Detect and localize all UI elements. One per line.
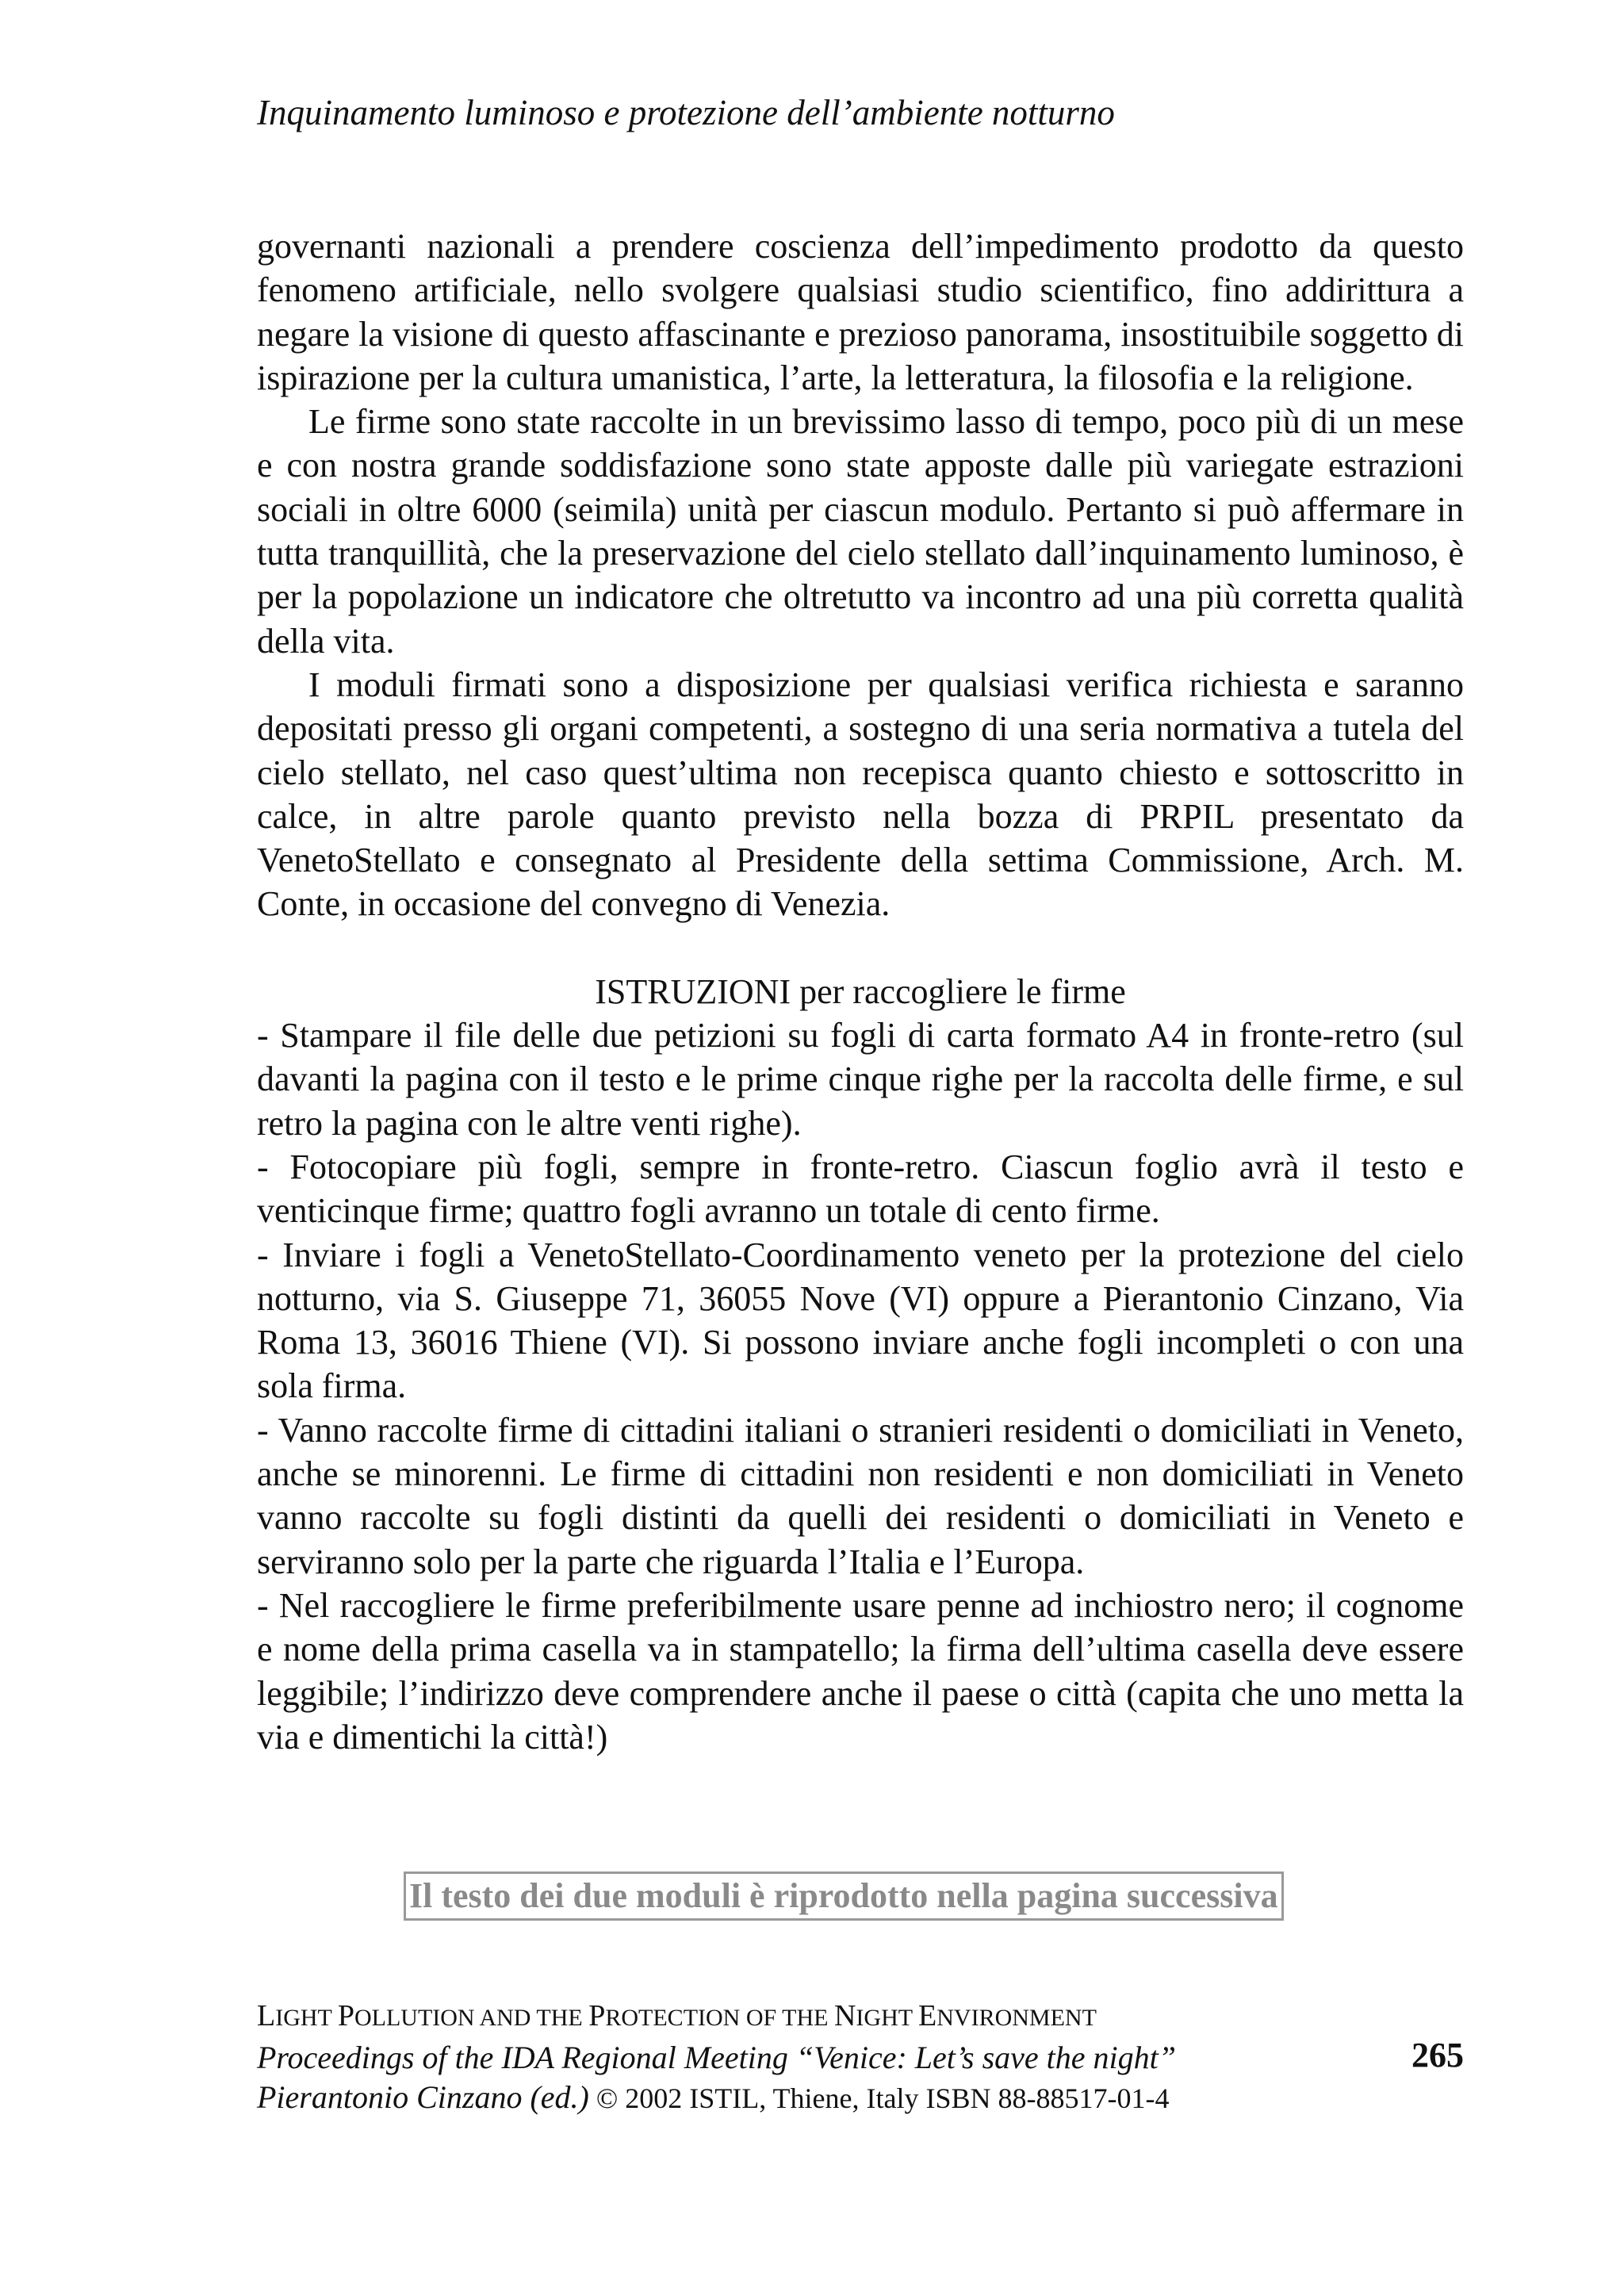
instruction-item: - Nel raccogliere le firme preferibilmente usare penne ad inchiostro nero; il cognome e nome della prima casella va in stampatello; la firma dell’ultima casella deve essere leggibile; l’indirizzo deve comprendere anche il paese o città (capita che uno metta la via e dimentichi la città!)	[257, 1585, 1464, 1757]
copyright: © 2002 ISTIL, Thiene, Italy ISBN 88-88517-01-4	[588, 2082, 1170, 2114]
instruction-item: - Fotocopiare più fogli, sempre in fronte-retro. Ciascun foglio avrà il testo e venticinque firme; quattro fogli avranno un totale di cento firme.	[257, 1147, 1464, 1231]
editor: Pierantonio Cinzano (ed.)	[257, 2079, 589, 2115]
paragraph: governanti nazionali a prendere coscienza dell’impedimento prodotto da questo fenomeno artificiale, nello svolgere qualsiasi studio scientifico, fino addirittura a negare la visione di questo affascinante e prezioso panorama, insostituibile soggetto di ispirazione per la cultura umanistica, l’arte, la letteratura, la filosofia e la religione.	[257, 227, 1464, 397]
paragraph: Le firme sono state raccolte in un brevissimo lasso di tempo, poco più di un mese e con nostra grande soddisfazione sono state apposte dalle più variegate estrazioni sociali in oltre 6000 (seimila) unità per ciascun modulo. Pertanto si può affermare in tutta tranquillità, che la preservazione del cielo stellato dall’inquinamento luminoso, è per la popolazione un indicatore che oltretutto va incontro ad una più corretta qualità della vita.	[257, 402, 1464, 661]
instruction-item: - Stampare il file delle due petizioni su fogli di carta formato A4 in fronte-retro (sul davanti la pagina con il testo e le prime cinque righe per la raccolta delle firme, e sul retro la pagina con le altre venti righe).	[257, 1016, 1464, 1143]
series-title-part: P	[337, 1999, 354, 2032]
series-title-part: ROTECTION OF THE	[605, 2005, 834, 2031]
page-footer	[257, 1996, 1464, 2118]
paragraph: I moduli firmati sono a disposizione per qualsiasi verifica richiesta e saranno depositati presso gli organi competenti, a sostegno di una seria normativa a tutela del cielo stellato, nel caso quest’ultima non recepisca quanto chiesto e sottoscritto in calce, in altre parole quanto previsto nella bozza di PRPIL presentato da VenetoStellato e consegnato al Presidente della settima Commissione, Arch. M. Conte, in occasione del convegno di Venezia.	[257, 665, 1464, 924]
series-title-part: NVIRONMENT	[936, 2005, 1097, 2031]
series-title-part: IGHT	[856, 2005, 919, 2031]
series-title-part: IGHT	[275, 2005, 338, 2031]
series-title-part: N	[833, 1999, 856, 2032]
body-text	[257, 224, 1464, 1759]
instruction-item: - Vanno raccolte firme di cittadini italiani o stranieri residenti o domiciliati in Veneto, anche se minorenni. Le firme di cittadini non residenti e non domiciliati in Veneto vanno raccolte su fogli distinti da quelli dei residenti o domiciliati in Veneto e serviranno solo per la parte che riguarda l’Italia e l’Europa.	[257, 1410, 1464, 1581]
boxed-notice-container	[404, 1871, 1284, 1921]
proceedings-line: Proceedings of the IDA Regional Meeting “Venice: Let’s save the night”	[257, 2040, 1177, 2075]
series-title-part: OLLUTION AND THE	[354, 2005, 589, 2031]
editor-line	[257, 2078, 1464, 2118]
instructions-title: ISTRUZIONI per raccogliere le firme	[595, 971, 1126, 1011]
series-title-part: P	[588, 1999, 606, 2032]
instruction-item: - Inviare i fogli a VenetoStellato-Coordinamento veneto per la protezione del cielo notturno, via S. Giuseppe 71, 36055 Nove (VI) oppure a Pierantonio Cinzano, Via Roma 13, 36016 Thiene (VI). Si possono inviare anche fogli incompleti o con una sola firma.	[257, 1235, 1464, 1406]
paragraph-gap	[257, 926, 1464, 970]
boxed-notice: Il testo dei due moduli è riprodotto nella pagina successiva	[404, 1871, 1284, 1921]
running-header: Inquinamento luminoso e protezione dell’ambiente notturno	[257, 93, 1115, 132]
series-title-part: L	[257, 1999, 276, 2032]
series-title	[257, 1996, 1464, 2038]
series-title-part: E	[918, 1999, 937, 2032]
page-number: 265	[1411, 2036, 1464, 2075]
